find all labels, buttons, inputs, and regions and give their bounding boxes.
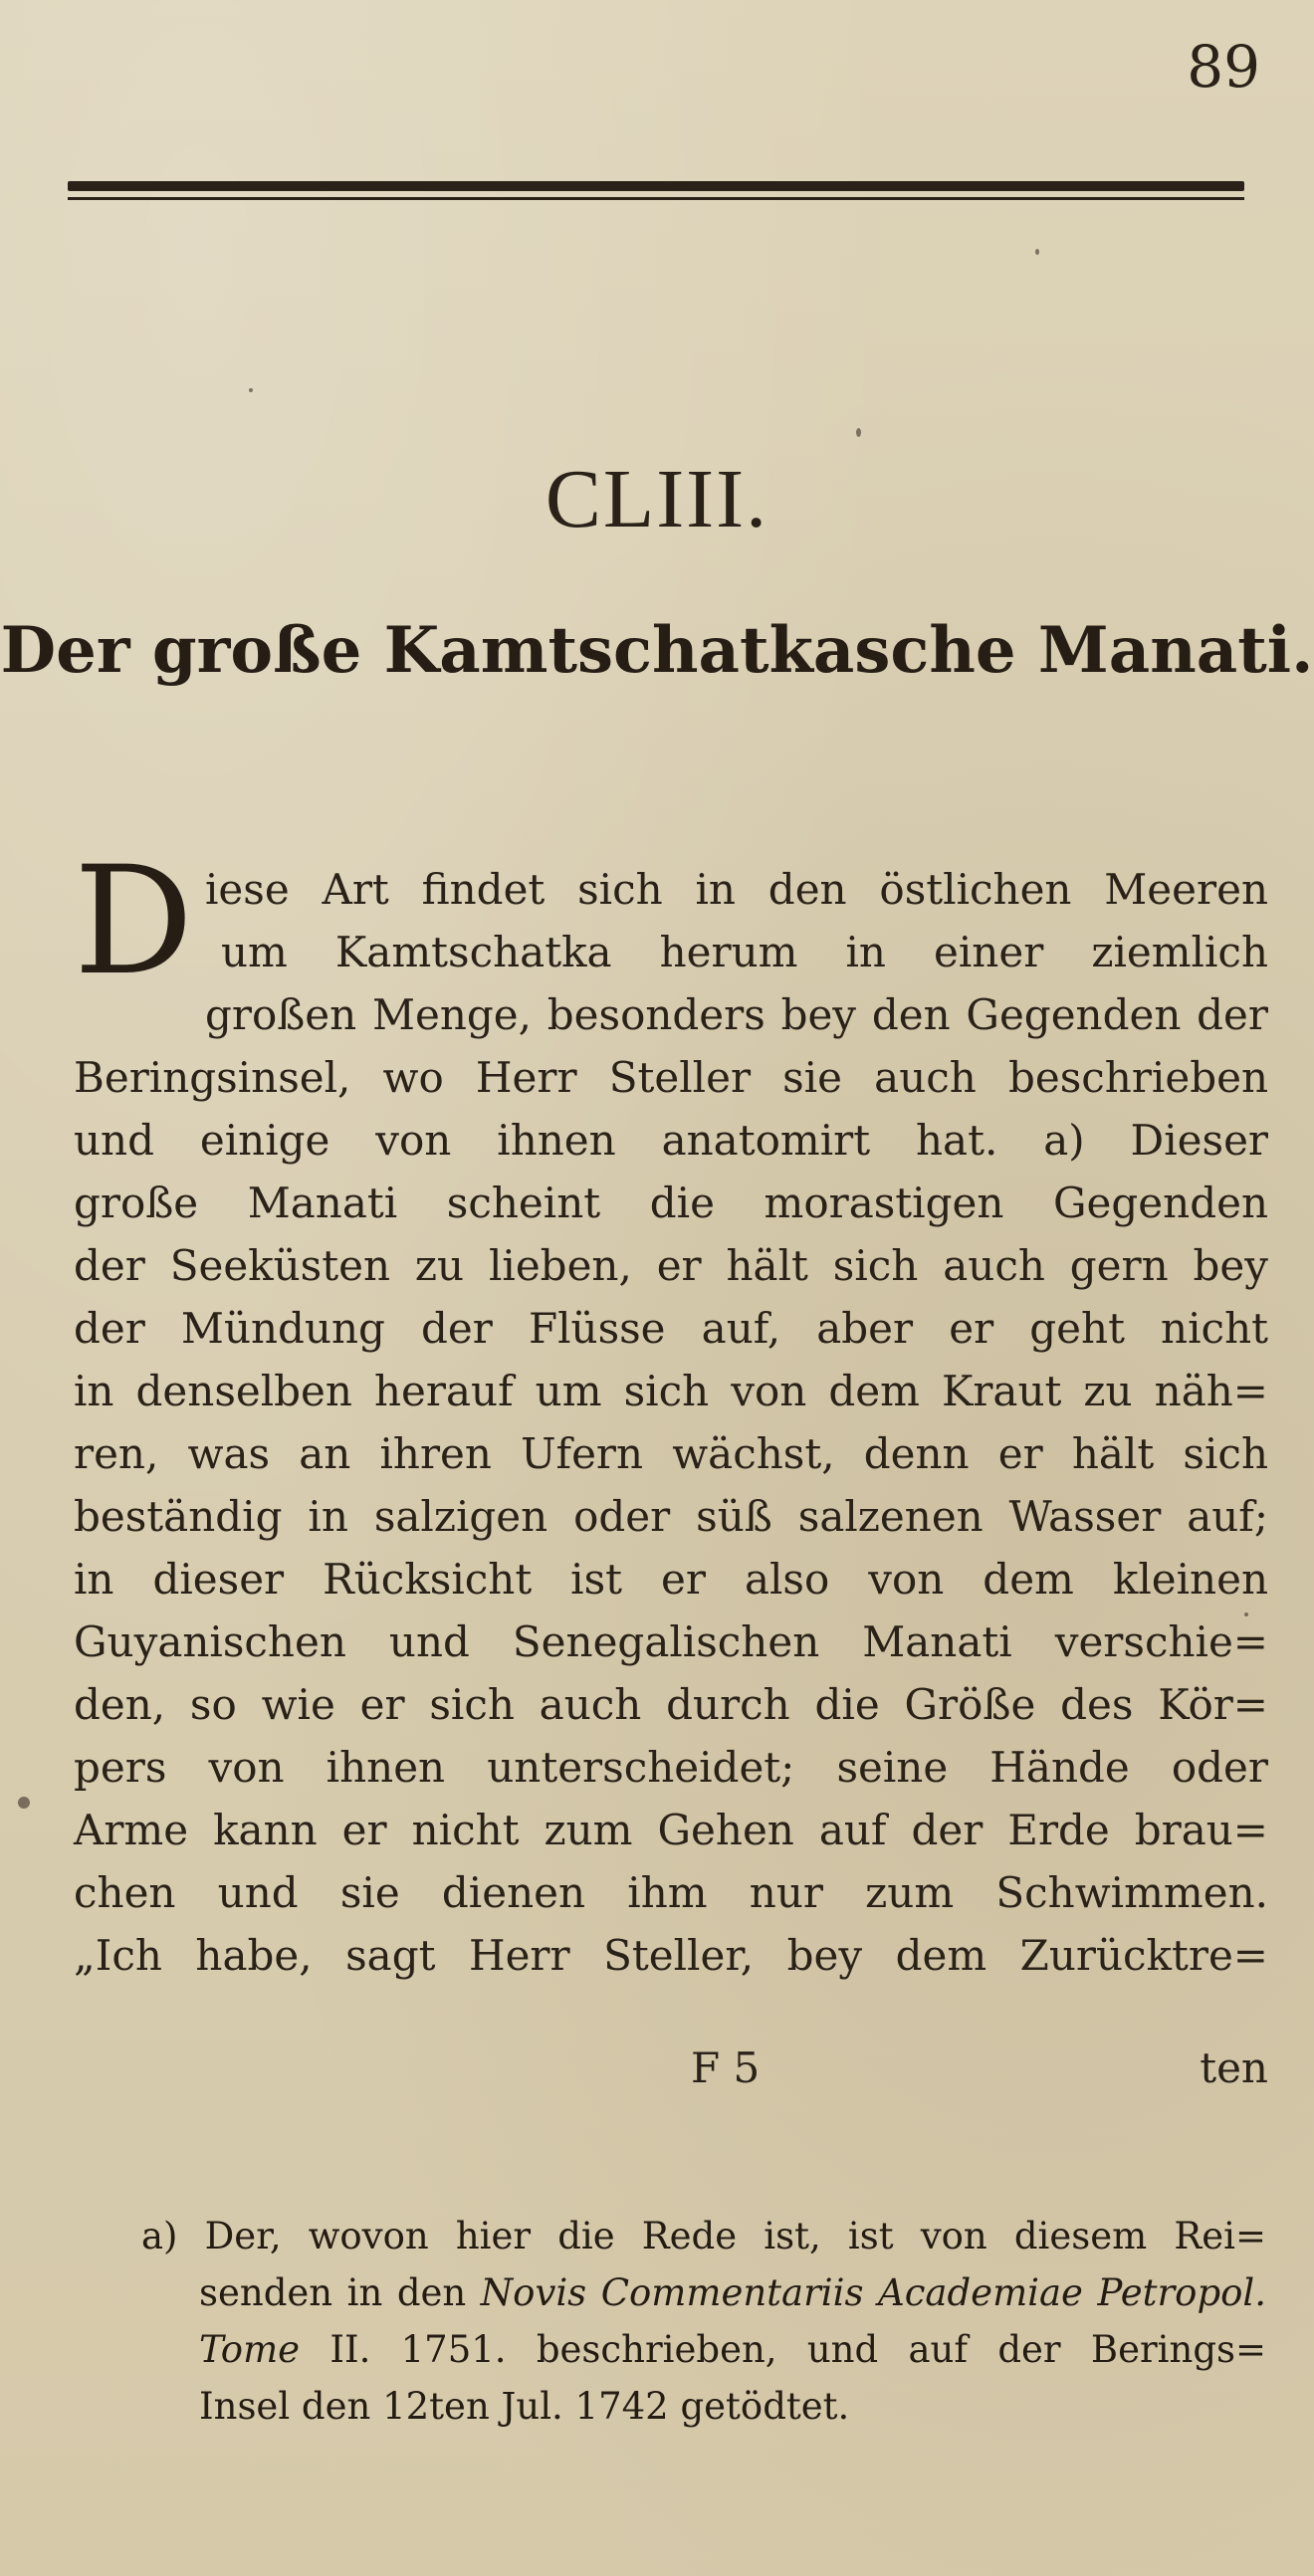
- body-line: Arme kann er nicht zum Gehen auf der Erde brau=: [74, 1806, 1268, 1854]
- body-line: der Seeküsten zu lieben, er hält sich auch gern bey: [74, 1241, 1268, 1290]
- page-number: 89: [1187, 33, 1260, 101]
- paper-speck: [249, 388, 253, 392]
- body-line: und einige von ihnen anatomirt hat. a) Dieser: [74, 1116, 1268, 1165]
- footnote-text: II. 1751. beschrieben, und auf der Berings=: [300, 2328, 1266, 2371]
- chapter-title: Der große Kamtschatkasche Manati.: [0, 613, 1314, 688]
- paper-speck: [1035, 249, 1039, 255]
- body-line: den, so wie er sich auch durch die Größe des Kör=: [74, 1680, 1268, 1729]
- body-line: Beringsinsel, wo Herr Steller sie auch beschrieben: [74, 1053, 1268, 1102]
- catchword: ten: [1200, 2043, 1268, 2092]
- body-line: in denselben herauf um sich von dem Kraut zu näh=: [74, 1367, 1268, 1415]
- page-foot-row: [74, 2037, 1268, 2099]
- body-line: „Ich habe, sagt Herr Steller, bey dem Zurücktre=: [74, 1931, 1268, 1980]
- signature-mark: F 5: [691, 2043, 761, 2092]
- footnote-line: Insel den 12ten Jul. 1742 getödtet.: [199, 2385, 850, 2428]
- footnote-tome-label: Tome: [199, 2328, 301, 2371]
- footnote: [141, 2208, 1266, 2435]
- paper-speck: [18, 1797, 30, 1809]
- footnote-journal-title: Novis Commentariis Academiae Petropol.: [480, 2271, 1266, 2314]
- drop-cap: D: [74, 835, 194, 1008]
- body-line: Guyanischen und Senegalischen Manati verschie=: [74, 1617, 1268, 1666]
- body-line: pers von ihnen unterscheidet; seine Hände oder: [74, 1743, 1268, 1792]
- body-line: großen Menge, besonders bey den Gegenden der: [205, 990, 1268, 1039]
- paper-speck: [1244, 1612, 1248, 1616]
- body-line: große Manati scheint die morastigen Gegenden: [74, 1179, 1268, 1227]
- footnote-line: [141, 2321, 1266, 2378]
- paper-speck: [856, 428, 861, 437]
- header-rule-thin: [68, 197, 1244, 200]
- body-line: iese Art findet sich in den östlichen Meeren: [205, 865, 1268, 914]
- body-line: beständig in salzigen oder süß salzenen Wasser auf;: [74, 1492, 1268, 1541]
- body-line: der Mündung der Flüsse auf, aber er geht nicht: [74, 1304, 1268, 1353]
- header-rule-thick: [68, 181, 1244, 191]
- footnote-line: a) Der, wovon hier die Rede ist, ist von diesem Rei=: [141, 2215, 1266, 2257]
- footnote-line: [141, 2264, 1266, 2321]
- body-line: chen und sie dienen ihm nur zum Schwimmen.: [74, 1868, 1268, 1917]
- header-rule: [68, 177, 1244, 207]
- body-text: [74, 835, 1268, 1987]
- chapter-number: CLIII.: [545, 453, 769, 545]
- body-line: in dieser Rücksicht ist er also von dem kleinen: [74, 1555, 1268, 1604]
- footnote-text: senden in den: [199, 2271, 481, 2314]
- body-line: um Kamtschatka herum in einer ziemlich: [221, 928, 1268, 976]
- body-line: ren, was an ihren Ufern wächst, denn er hält sich: [74, 1429, 1268, 1478]
